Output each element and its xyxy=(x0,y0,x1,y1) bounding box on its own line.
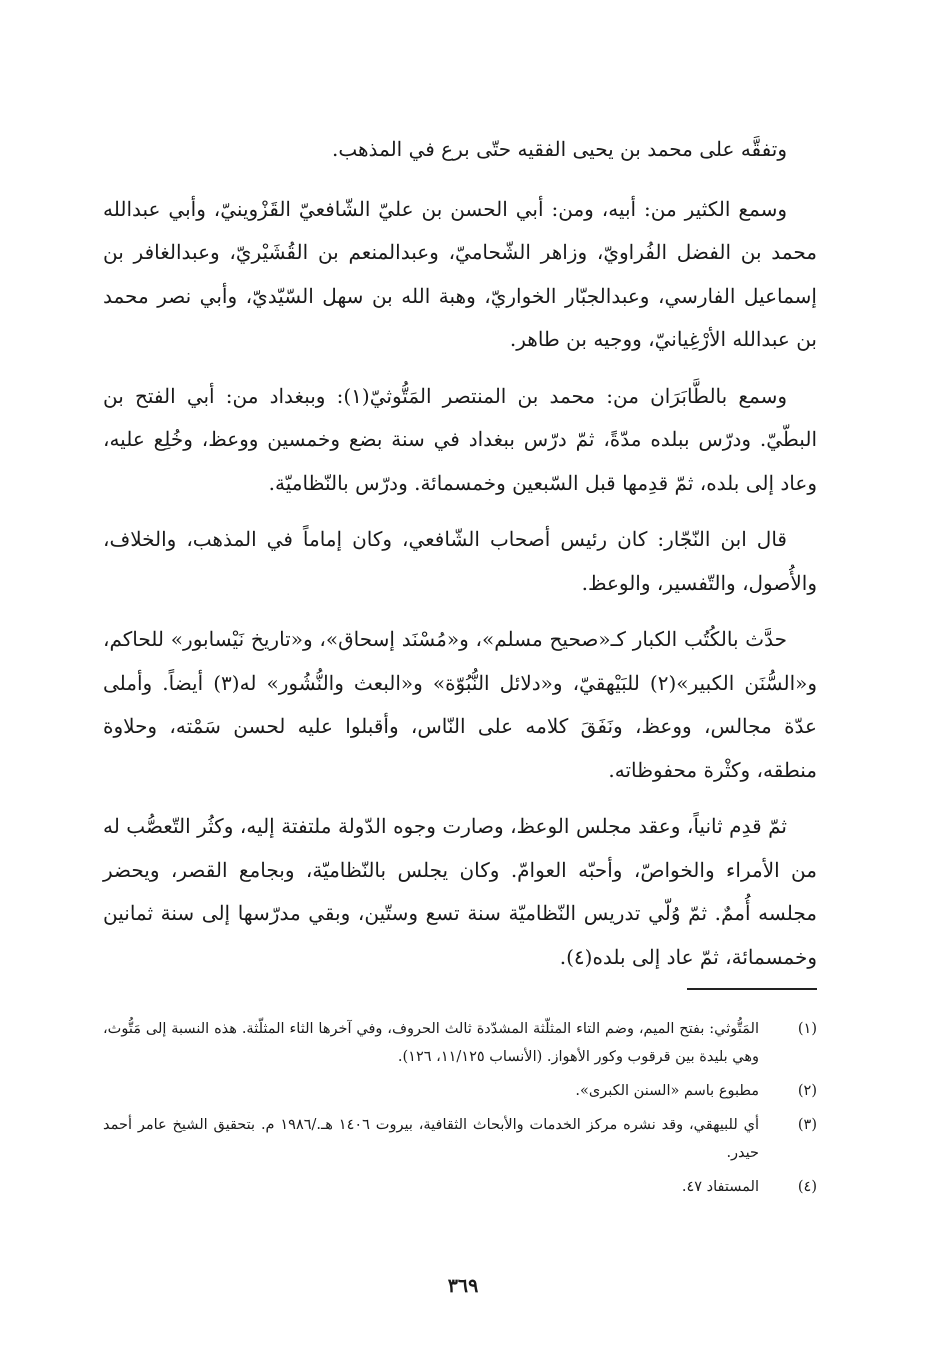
footnote-number: (٢) xyxy=(797,1083,817,1099)
footnote-number: (٣) xyxy=(797,1117,817,1133)
page-number: ٣٦٩ xyxy=(447,1275,479,1297)
footnote-text: مطبوع باسم «السنن الكبرى». xyxy=(575,1083,759,1099)
paragraph-5: حدَّث بالكُتُب الكبار كـ«صحيح مسلم»، و«مُسْنَد إسحاق»، و«تاريخ نَيْسابور» للحاكم، و«السُّنَن الكبير»(٢) للبَيْهقيّ، و«دلائل النُّبُوّة» و«البعث والنُّشُور» له(٣) أيضاً. وأملى عدّة مجالس، ووعظ، ونَفَقَ كلامه على النّاس، وأقبلوا عليه لحسن سَمْته، وحلاوة منطقه، وكثْرة محفوظاته. xyxy=(103,627,818,782)
footnote-separator xyxy=(687,988,817,990)
footnotes xyxy=(103,1015,817,1207)
footnote-text: المَتُّوثي: بفتح الميم، وضم التاء المثلّثة المشدّدة ثالث الحروف، وفي آخرها الثاء المثلّثة. هذه النسبة إلى مَتُّوث، وهي بليدة بين قرقوب وكور الأهواز. (الأنساب ١١/١٢٥، ١٢٦). xyxy=(103,1021,759,1065)
footnote-number: (١) xyxy=(797,1021,817,1037)
footnote-number: (٤) xyxy=(797,1179,817,1195)
paragraph-6: ثمّ قدِم ثانياً، وعقد مجلس الوعظ، وصارت وجوه الدّولة ملتفتة إليه، وكثُر التّعصُّب له من الأمراء والخواصّ، وأحبّه العوامّ. وكان يجلس بالنّظاميّة، وبجامع القصر، ويحضر مجلسه أُممٌ. ثمّ وُلّي تدريس النّظاميّة سنة تسع وستّين، وبقي مدرّسها إلى سنة ثمانين وخمسمائة، ثمّ عاد إلى بلده(٤). xyxy=(103,814,817,969)
paragraph-3: وسمع بالطَّابَرَان من: محمد بن المنتصر المَتُّوثيّ(١): وببغداد من: أبي الفتح بن البطّيّ. ودرّس ببلده مدّةً، ثمّ درّس ببغداد في سنة بضع وخمسين ووعظ، وخُلِع عليه، وعاد إلى بلده، ثمّ قدِمها قبل السّبعين وخمسمائة. ودرّس بالنّظاميّة. xyxy=(103,383,817,495)
footnote-1 xyxy=(103,1015,817,1071)
footnote-2 xyxy=(103,1077,817,1105)
footnote-4 xyxy=(103,1173,817,1201)
footnote-text: المستفاد ٤٧. xyxy=(681,1179,759,1195)
paragraph-2: وسمع الكثير من: أبيه، ومن: أبي الحسن بن عليّ الشّافعيّ القَزْوينيّ، وأبي عبدالله محمد بن الفضل الفُراويّ، وزاهر الشّحاميّ، وعبدالمنعم بن القُشَيْريّ، وعبدالغافر بن إسماعيل الفارسي، وعبدالجبّار الخواريّ، وهبة الله بن سهل السّيّديّ، وأبي نصر محمد بن عبدالله الأرْغِيانيّ، ووجيه بن طاهر. xyxy=(103,196,817,351)
paragraph-1: وتفقَّه على محمد بن يحيى الفقيه حتّى برع في المذهب. xyxy=(331,137,787,161)
footnote-text: أي للبيهقي، وقد نشره مركز الخدمات والأبحاث الثقافية، بيروت ١٤٠٦ هـ./١٩٨٦ م. بتحقيق الشيخ عامر أحمد حيدر. xyxy=(103,1117,759,1161)
paragraph-4: قال ابن النّجّار: كان رئيس أصحاب الشّافعي، وكان إماماً في المذهب، والخلاف، والأُصول، والتّفسير، والوعظ. xyxy=(103,527,817,595)
footnote-3 xyxy=(103,1111,817,1167)
main-text xyxy=(103,128,817,992)
